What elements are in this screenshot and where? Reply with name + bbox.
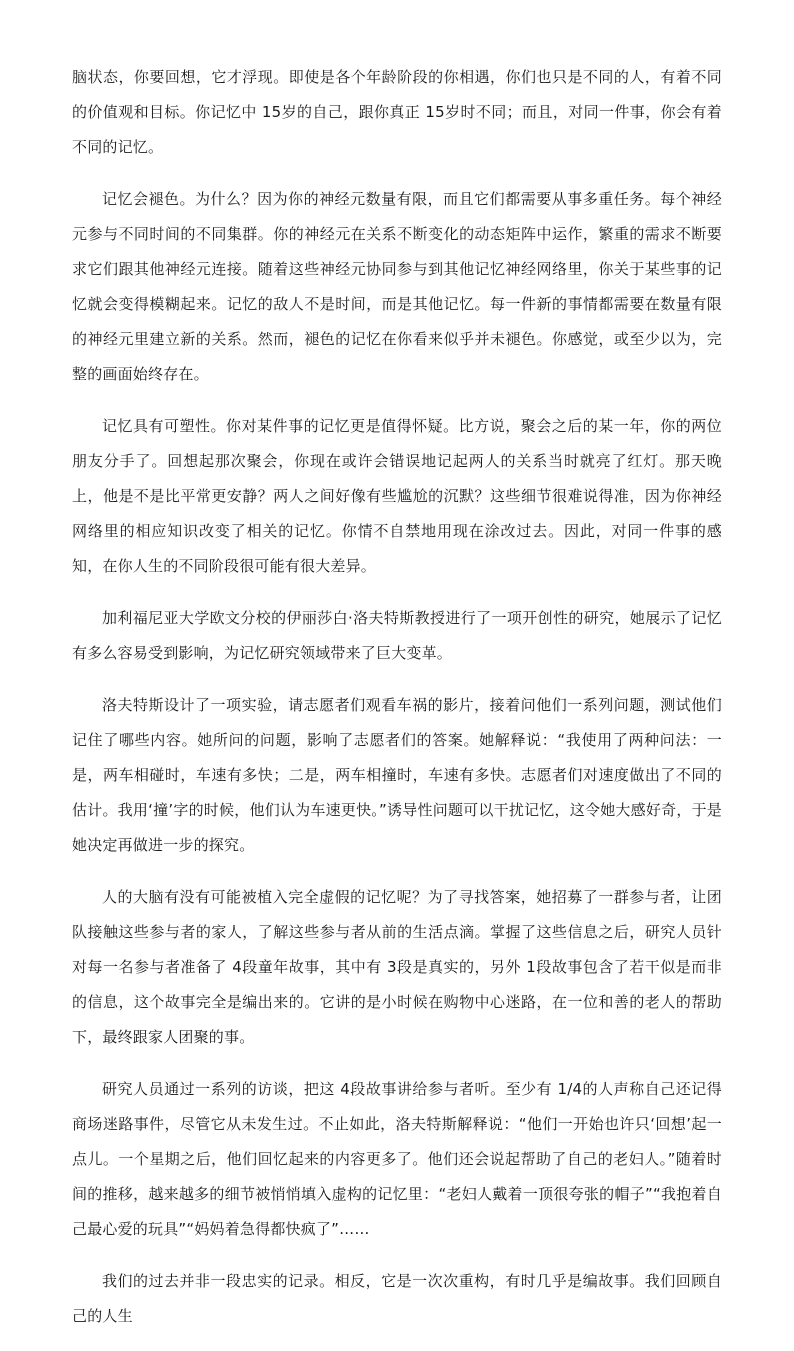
paragraph-7: 研究人员通过一系列的访谈，把这 4段故事讲给参与者听。至少有 1/4的人声称自己还记得商场迷路事件，尽管它从未发生过。不止如此，洛夫特斯解释说：“他们一开始也许只‘回想’起一点儿。一个星期之后，他们回忆起来的内容更多了。他们还会说起帮助了自己的老妇人。”随着时间的推移，越来越多的细节被悄悄填入虚构的记忆里：“老妇人戴着一顶很夸张的帽子”“我抱着自己最心爱的玩具”“妈妈着急得都快疯了”…… [72,1080,722,1238]
paragraph-3: 记忆具有可塑性。你对某件事的记忆更是值得怀疑。比方说，聚会之后的某一年，你的两位朋友分手了。回想起那次聚会，你现在或许会错误地记起两人的关系当时就亮了红灯。那天晚上，他是不是比平常更安静？两人之间好像有些尴尬的沉默？这些细节很难说得准，因为你神经网络里的相应知识改变了相关的记忆。你情不自禁地用现在涂改过去。因此，对同一件事的感知，在你人生的不同阶段很可能有很大差异。 [72,417,722,575]
paragraph-8: 我们的过去并非一段忠实的记录。相反，它是一次次重构，有时几乎是编故事。我们回顾自己的人生 [72,1272,722,1325]
document-body [72,60,722,1351]
paragraph-6: 人的大脑有没有可能被植入完全虚假的记忆呢？为了寻找答案，她招募了一群参与者，让团队接触这些参与者的家人，了解这些参与者从前的生活点滴。掌握了这些信息之后，研究人员针对每一名参与者准备了 4段童年故事，其中有 3段是真实的，另外 1段故事包含了若干似是而非的信息，这个故事完全是编出来的。它讲的是小时候在购物中心迷路，在一位和善的老人的帮助下，最终跟家人团聚的事。 [72,888,722,1046]
paragraph-4: 加利福尼亚大学欧文分校的伊丽莎白·洛夫特斯教授进行了一项开创性的研究，她展示了记忆有多么容易受到影响，为记忆研究领域带来了巨大变革。 [72,609,722,662]
paragraph-2: 记忆会褪色。为什么？因为你的神经元数量有限，而且它们都需要从事多重任务。每个神经元参与不同时间的不同集群。你的神经元在关系不断变化的动态矩阵中运作，繁重的需求不断要求它们跟其他神经元连接。随着这些神经元协同参与到其他记忆神经网络里，你关于某些事的记忆就会变得模糊起来。记忆的敌人不是时间，而是其他记忆。每一件新的事情都需要在数量有限的神经元里建立新的关系。然而，褪色的记忆在你看来似乎并未褪色。你感觉，或至少以为，完整的画面始终存在。 [72,190,722,383]
paragraph-1: 脑状态，你要回想，它才浮现。即使是各个年龄阶段的你相遇，你们也只是不同的人，有着不同的价值观和目标。你记忆中 15岁的自己，跟你真正 15岁时不同；而且，对同一件事，你会有着不同的记忆。 [72,68,722,156]
paragraph-5: 洛夫特斯设计了一项实验，请志愿者们观看车祸的影片，接着问他们一系列问题，测试他们记住了哪些内容。她所问的问题，影响了志愿者们的答案。她解释说：“我使用了两种问法：一是，两车相碰时，车速有多快；二是，两车相撞时，车速有多快。志愿者们对速度做出了不同的估计。我用‘撞’字的时候，他们认为车速更快。”诱导性问题可以干扰记忆，这令她大感好奇，于是她决定再做进一步的探究。 [72,696,722,854]
